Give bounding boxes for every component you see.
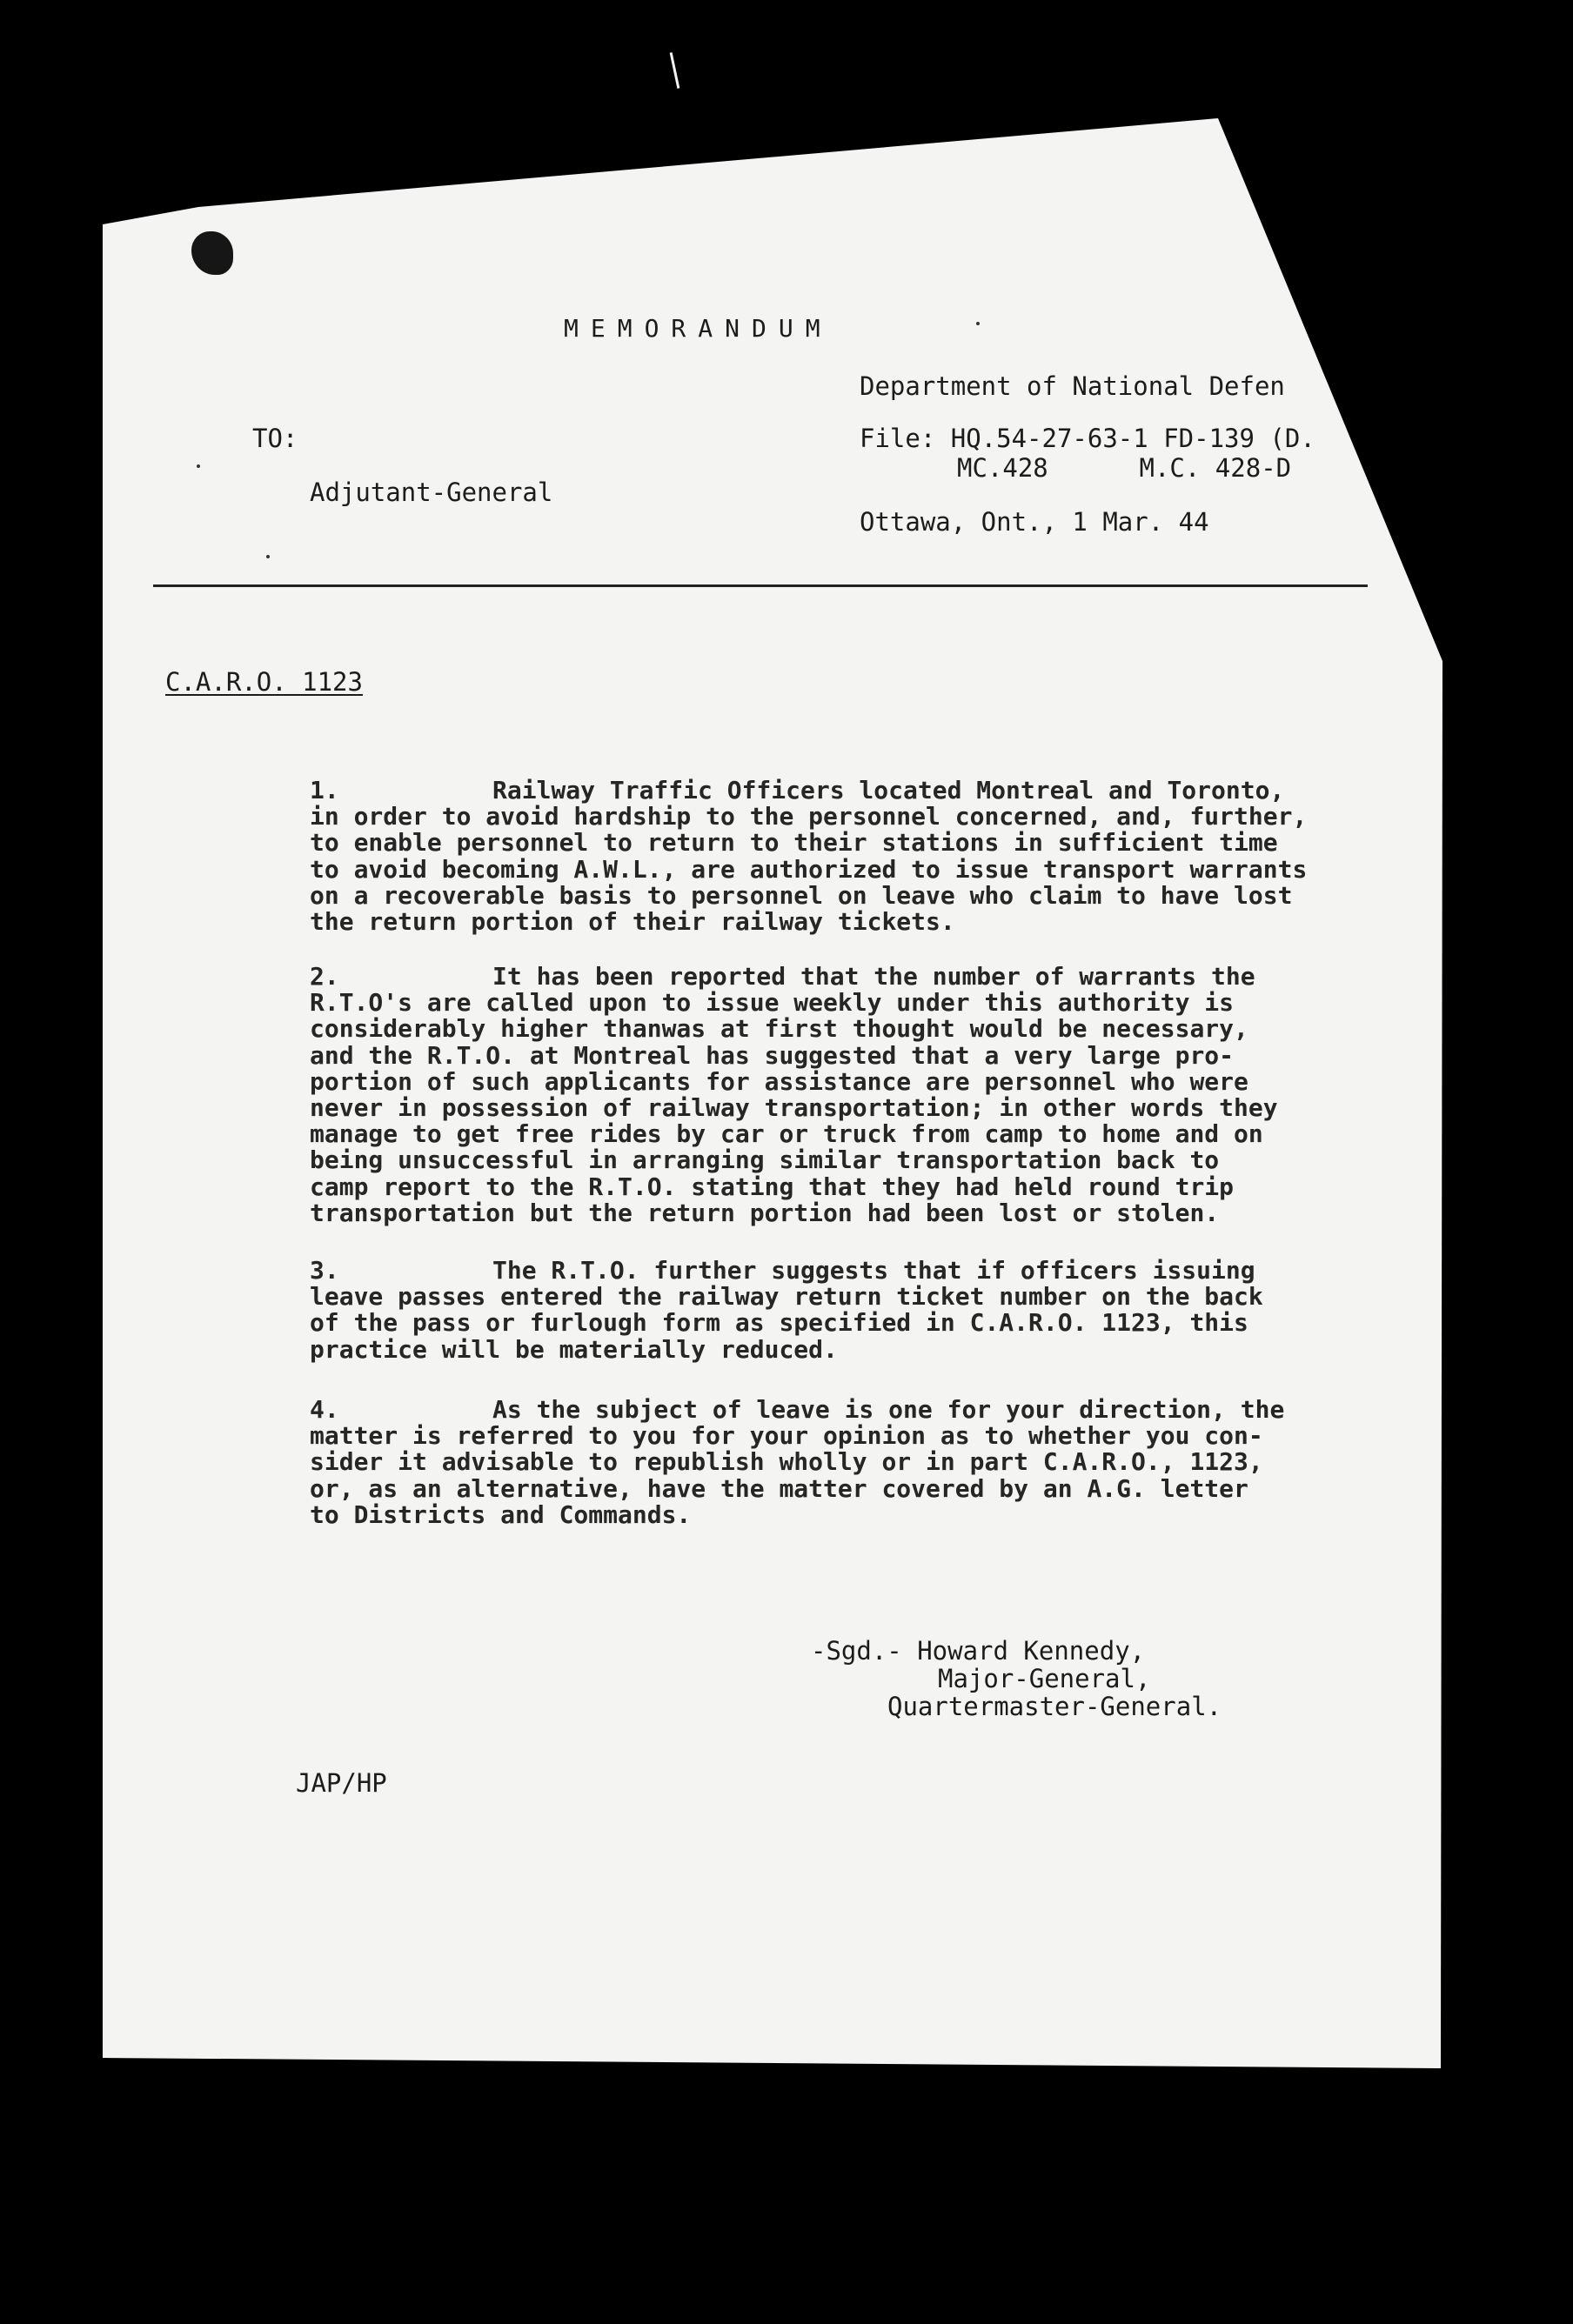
paragraph-line: transportation but the return portion had been lost or stolen.: [310, 1198, 1220, 1227]
paragraph-line: never in possession of railway transportation; in other words they: [310, 1093, 1278, 1123]
paragraph-line: practice will be materially reduced.: [310, 1334, 838, 1364]
paragraph-3: [310, 1258, 1354, 1363]
department-line: Department of National Defen: [860, 371, 1285, 401]
memo-date: Ottawa, Ont., 1 Mar. 44: [860, 507, 1209, 537]
paragraph-line: portion of such applicants for assistance are personnel who were: [310, 1066, 1248, 1096]
paragraph-number: 1.: [310, 776, 339, 805]
paragraph-number: 4.: [310, 1395, 339, 1424]
paragraph-line: and the R.T.O. at Montreal has suggested that a very large pro-: [310, 1040, 1235, 1070]
paragraph-line: to avoid becoming A.W.L., are authorized to issue transport warrants: [310, 854, 1308, 884]
memo-heading: MEMORANDUM: [564, 314, 833, 343]
recipient: Adjutant-General: [310, 477, 553, 507]
header-divider: [153, 584, 1368, 587]
signature-name: -Sgd.- Howard Kennedy,: [811, 1636, 1146, 1666]
paragraph-line: manage to get free rides by car or truck from camp to home and on: [310, 1119, 1263, 1149]
paragraph-line: It has been reported that the number of warrants the: [492, 962, 1255, 991]
to-label: TO:: [252, 424, 298, 453]
typist-initials: JAP/HP: [296, 1768, 387, 1798]
paragraph-line: camp report to the R.T.O. stating that they had held round trip: [310, 1172, 1235, 1201]
speck: [266, 555, 270, 558]
file-reference-line-2: MC.428 M.C. 428-D: [957, 453, 1292, 483]
paragraph-line: to Districts and Commands.: [310, 1499, 692, 1529]
paragraph-1: [310, 778, 1354, 935]
signature-rank: Major-General,: [938, 1664, 1151, 1693]
paragraph-line: The R.T.O. further suggests that if officers issuing: [492, 1256, 1255, 1285]
paragraph-line: R.T.O's are called upon to issue weekly under this authority is: [310, 988, 1235, 1018]
speck: [197, 464, 200, 468]
signature-title: Quartermaster-General.: [887, 1692, 1222, 1721]
paragraph-line: on a recoverable basis to personnel on leave who claim to have lost: [310, 880, 1293, 910]
paper-mark: [670, 52, 680, 89]
speck: [976, 322, 980, 325]
paragraph-line: the return portion of their railway tickets.: [310, 907, 955, 937]
paragraph-line: leave passes entered the railway return ticket number on the back: [310, 1282, 1263, 1312]
paragraph-line: matter is referred to you for your opinion as to whether you con-: [310, 1421, 1263, 1451]
paragraph-line: Railway Traffic Officers located Montreal and Toronto,: [492, 776, 1285, 805]
paragraph-line: considerably higher thanwas at first thought would be necessary,: [310, 1014, 1248, 1044]
paragraph-line: in order to avoid hardship to the personnel concerned, and, further,: [310, 802, 1308, 831]
paragraph-line: sider it advisable to republish wholly or in part C.A.R.O., 1123,: [310, 1447, 1263, 1477]
paragraph-line: being unsuccessful in arranging similar transportation back to: [310, 1145, 1220, 1175]
paragraph-number: 3.: [310, 1256, 339, 1285]
subject-line: C.A.R.O. 1123: [165, 667, 363, 697]
paragraph-4: [310, 1397, 1354, 1528]
file-reference-line-1: File: HQ.54-27-63-1 FD-139 (D.: [860, 424, 1315, 453]
paragraph-2: [310, 964, 1354, 1226]
paragraph-line: As the subject of leave is one for your direction, the: [492, 1395, 1285, 1424]
paragraph-number: 2.: [310, 962, 339, 991]
paragraph-line: of the pass or furlough form as specified in C.A.R.O. 1123, this: [310, 1308, 1248, 1338]
paragraph-line: or, as an alternative, have the matter covered by an A.G. letter: [310, 1473, 1248, 1503]
paragraph-line: to enable personnel to return to their stations in sufficient time: [310, 828, 1278, 858]
